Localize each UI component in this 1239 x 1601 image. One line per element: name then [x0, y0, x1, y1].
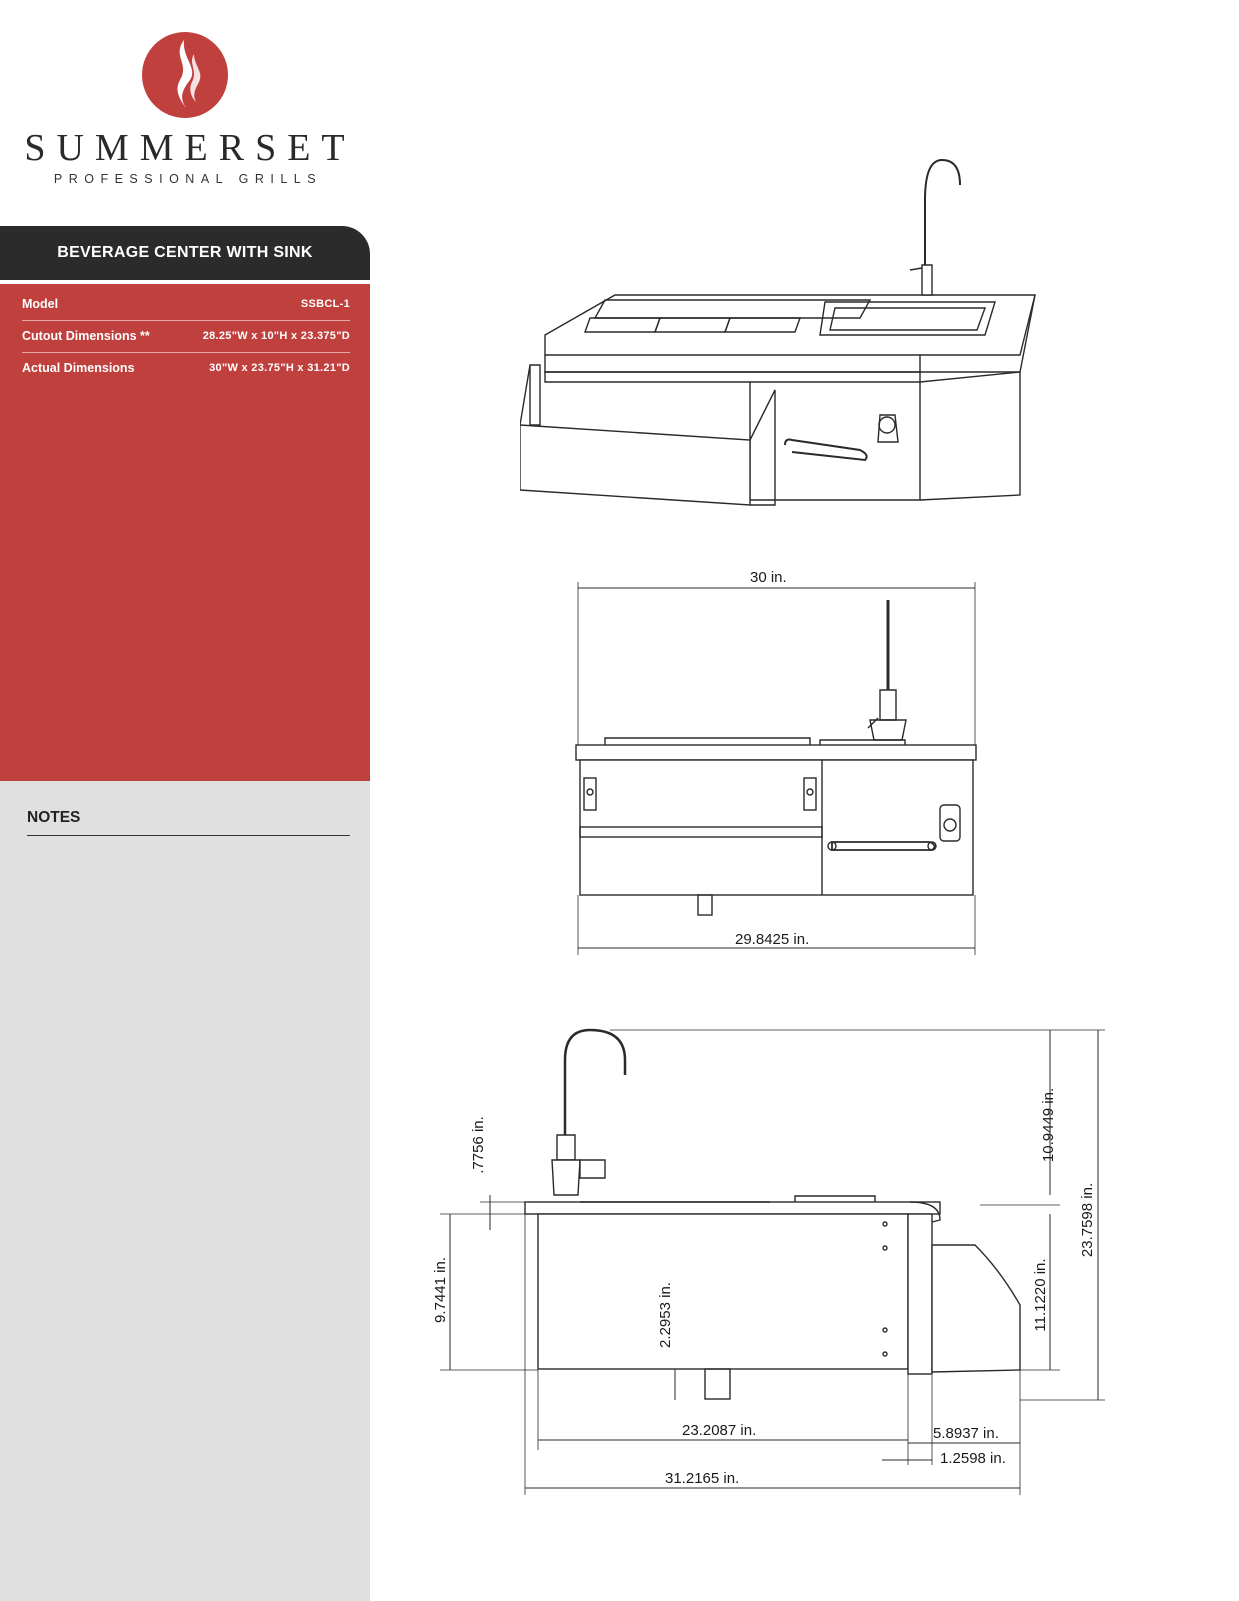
product-title: BEVERAGE CENTER WITH SINK	[0, 226, 370, 280]
spec-label: Cutout Dimensions **	[22, 329, 150, 343]
dimension-label: 5.8937 in.	[933, 1425, 999, 1442]
front-view-drawing	[570, 570, 990, 960]
spec-sidebar	[0, 0, 370, 1601]
dimension-label: 29.8425 in.	[735, 931, 810, 948]
brand-name: SUMMERSET	[24, 127, 356, 169]
dimension-label: 1.2598 in.	[940, 1450, 1006, 1467]
dimension-label: 11.1220 in.	[1032, 1258, 1049, 1332]
spec-row-model	[22, 288, 350, 321]
dimension-label: 10.9449 in.	[1040, 1087, 1057, 1163]
dimension-label: .7756 in.	[470, 1116, 487, 1174]
spec-value: 30"W x 23.75"H x 31.21"D	[209, 362, 350, 374]
flame-circle-icon	[140, 30, 230, 120]
spec-row-actual	[22, 352, 350, 384]
spec-panel	[0, 284, 370, 781]
brand-tagline: PROFESSIONAL GRILLS	[53, 172, 323, 186]
dimension-label: 2.2953 in.	[657, 1282, 674, 1348]
spec-row-cutout	[22, 320, 350, 353]
side-view-drawing	[420, 1020, 1120, 1520]
dimension-label: 23.7598 in.	[1079, 1182, 1096, 1258]
brand-logo	[0, 30, 370, 200]
spec-label: Model	[22, 297, 59, 311]
dimension-label: 31.2165 in.	[665, 1470, 740, 1487]
dimension-label: 30 in.	[750, 570, 787, 586]
notes-title: NOTES	[27, 809, 350, 836]
spec-label: Actual Dimensions	[22, 361, 135, 375]
dimension-label: 9.7441 in.	[432, 1257, 449, 1323]
isometric-drawing	[520, 150, 1060, 520]
spec-value: SSBCL-1	[300, 298, 350, 310]
notes-panel	[0, 781, 370, 1601]
dimension-label: 23.2087 in.	[682, 1422, 757, 1439]
spec-value: 28.25"W x 10"H x 23.375"D	[202, 330, 350, 342]
